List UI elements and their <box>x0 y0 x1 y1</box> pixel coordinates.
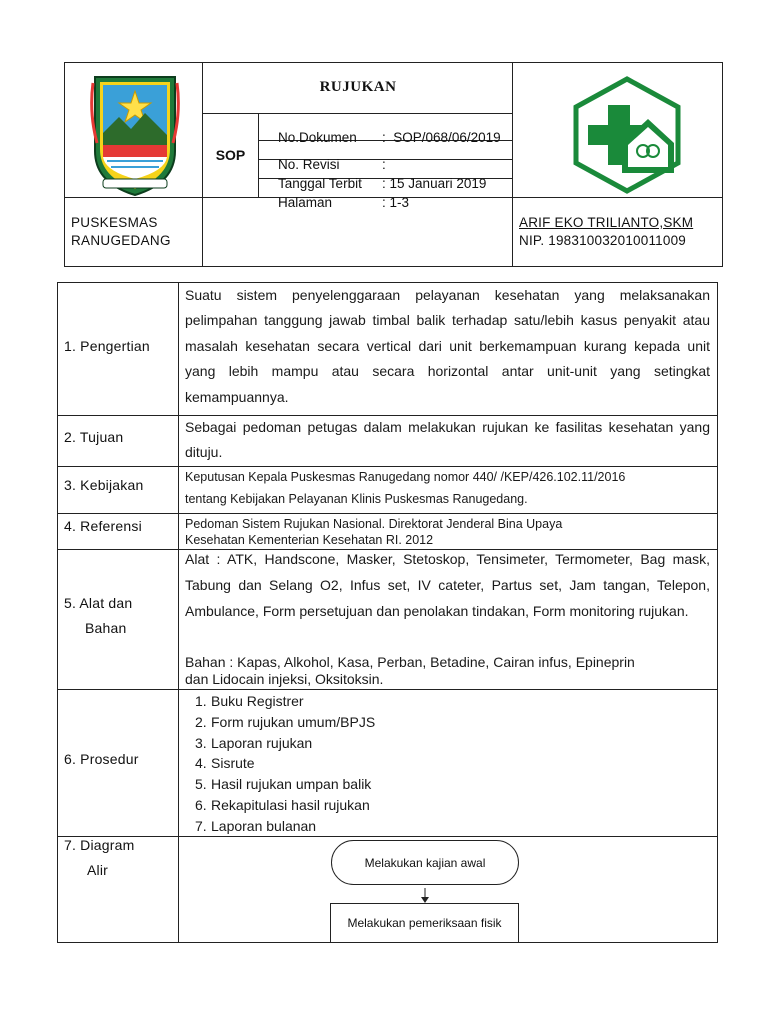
list-item: 7. Laporan bulanan <box>195 817 317 834</box>
tujuan-text: Sebagai pedoman petugas dalam melakukan rujukan ke fasilitas kesehatan yang dituju. <box>185 419 710 460</box>
label-kebijakan: 3. Kebijakan <box>64 477 144 493</box>
meta-key: Halaman <box>278 195 333 210</box>
meta-row-halaman <box>263 180 409 225</box>
flow-arrow-icon <box>420 888 430 903</box>
label-alat-line1: 5. Alat dan <box>64 595 133 611</box>
flow-process-label: Melakukan pemeriksaan fisik <box>347 916 502 930</box>
list-item: 5. Hasil rujukan umpan balik <box>195 776 372 793</box>
signer-block <box>519 214 693 250</box>
signer-name: ARIF EKO TRILIANTO,SKM <box>519 215 694 230</box>
org-line2: RANUGEDANG <box>71 233 171 248</box>
label-pengertian: 1. Pengertian <box>64 338 150 354</box>
referensi-text <box>185 516 710 548</box>
meta-value: SOP/068/06/2019 <box>393 130 501 145</box>
list-item: 2. Form rujukan umum/BPJS <box>195 713 376 730</box>
meta-key: No. Revisi <box>278 157 340 172</box>
referensi-line2: Kesehatan Kementerian Kesehatan RI. 2012 <box>185 533 434 547</box>
list-item: 4. Sisrute <box>195 755 255 772</box>
meta-colon: : <box>382 195 390 210</box>
bahan-line2: dan Lidocain injeksi, Oksitoksin. <box>185 671 384 687</box>
meta-value: 15 Januari 2019 <box>389 176 487 191</box>
label-prosedur: 6. Prosedur <box>64 751 139 767</box>
label-diagram-line2: Alir <box>87 862 109 878</box>
sop-label: SOP <box>215 147 246 163</box>
signer-nip: NIP. 198310032010011009 <box>519 233 687 248</box>
referensi-line1: Pedoman Sistem Rujukan Nasional. Direktorat Jenderal Bina Upaya <box>185 517 563 531</box>
label-diagram-alir <box>64 833 134 883</box>
label-alat-line2: Bahan <box>85 620 127 636</box>
kebijakan-line1: Keputusan Kepala Puskesmas Ranugedang nomor 440/ /KEP/426.102.11/2016 <box>185 470 626 484</box>
meta-colon: : <box>382 157 390 172</box>
pengertian-text: Suatu sistem penyelenggaraan pelayanan kesehatan yang melaksanakan pelimpahan tanggung jawab timbal balik terhadap satu/lebih kasus penyakit atau masalah kesehatan secara vertical dari unit berkemampuan kurang kepada unit yang lebih mampu atau secara horizontal antar unit-unit yang setingkat kemampuannya. <box>185 287 710 405</box>
label-tujuan: 2. Tujuan <box>64 429 124 445</box>
alat-text: Alat : ATK, Handscone, Masker, Stetoskop, Tensimeter, Termometer, Bag mask, Tabung dan Selang O2, Infus set, IV cateter, Partus set, Jam tangan, Telepon, Ambulance, Form persetujuan dan penolakan tindakan, Form monitoring rujukan. <box>185 551 710 619</box>
prosedur-list <box>185 691 710 837</box>
label-alat-dan-bahan <box>64 591 132 641</box>
list-item: 1. Buku Registrer <box>195 693 304 709</box>
bahan-text <box>185 654 710 688</box>
meta-colon: : <box>382 176 390 191</box>
meta-value: 1-3 <box>389 195 410 210</box>
organization-name <box>71 214 171 250</box>
flow-process-node <box>330 903 519 943</box>
meta-key: Tanggal Terbit <box>278 176 362 191</box>
kebijakan-line2: tentang Kebijakan Pelayanan Klinis Puskesmas Ranugedang. <box>185 492 528 506</box>
label-diagram-line1: 7. Diagram <box>64 837 135 853</box>
bahan-line1: Bahan : Kapas, Alkohol, Kasa, Perban, Betadine, Cairan infus, Epineprin <box>185 654 635 670</box>
kebijakan-text <box>185 466 710 510</box>
meta-key: No.Dokumen <box>278 130 357 145</box>
label-referensi: 4. Referensi <box>64 518 142 534</box>
list-item: 6. Rekapitulasi hasil rujukan <box>195 796 370 813</box>
document-title: RUJUKAN <box>319 79 397 95</box>
regional-emblem-logo <box>87 73 183 197</box>
document-header <box>64 62 723 267</box>
puskesmas-logo <box>570 75 684 195</box>
sop-content-table <box>57 282 718 943</box>
org-line1: PUSKESMAS <box>71 215 158 230</box>
flow-start-node <box>331 840 519 885</box>
flow-start-label: Melakukan kajian awal <box>364 855 486 870</box>
list-item: 3. Laporan rujukan <box>195 734 313 751</box>
meta-colon: : <box>382 130 394 145</box>
